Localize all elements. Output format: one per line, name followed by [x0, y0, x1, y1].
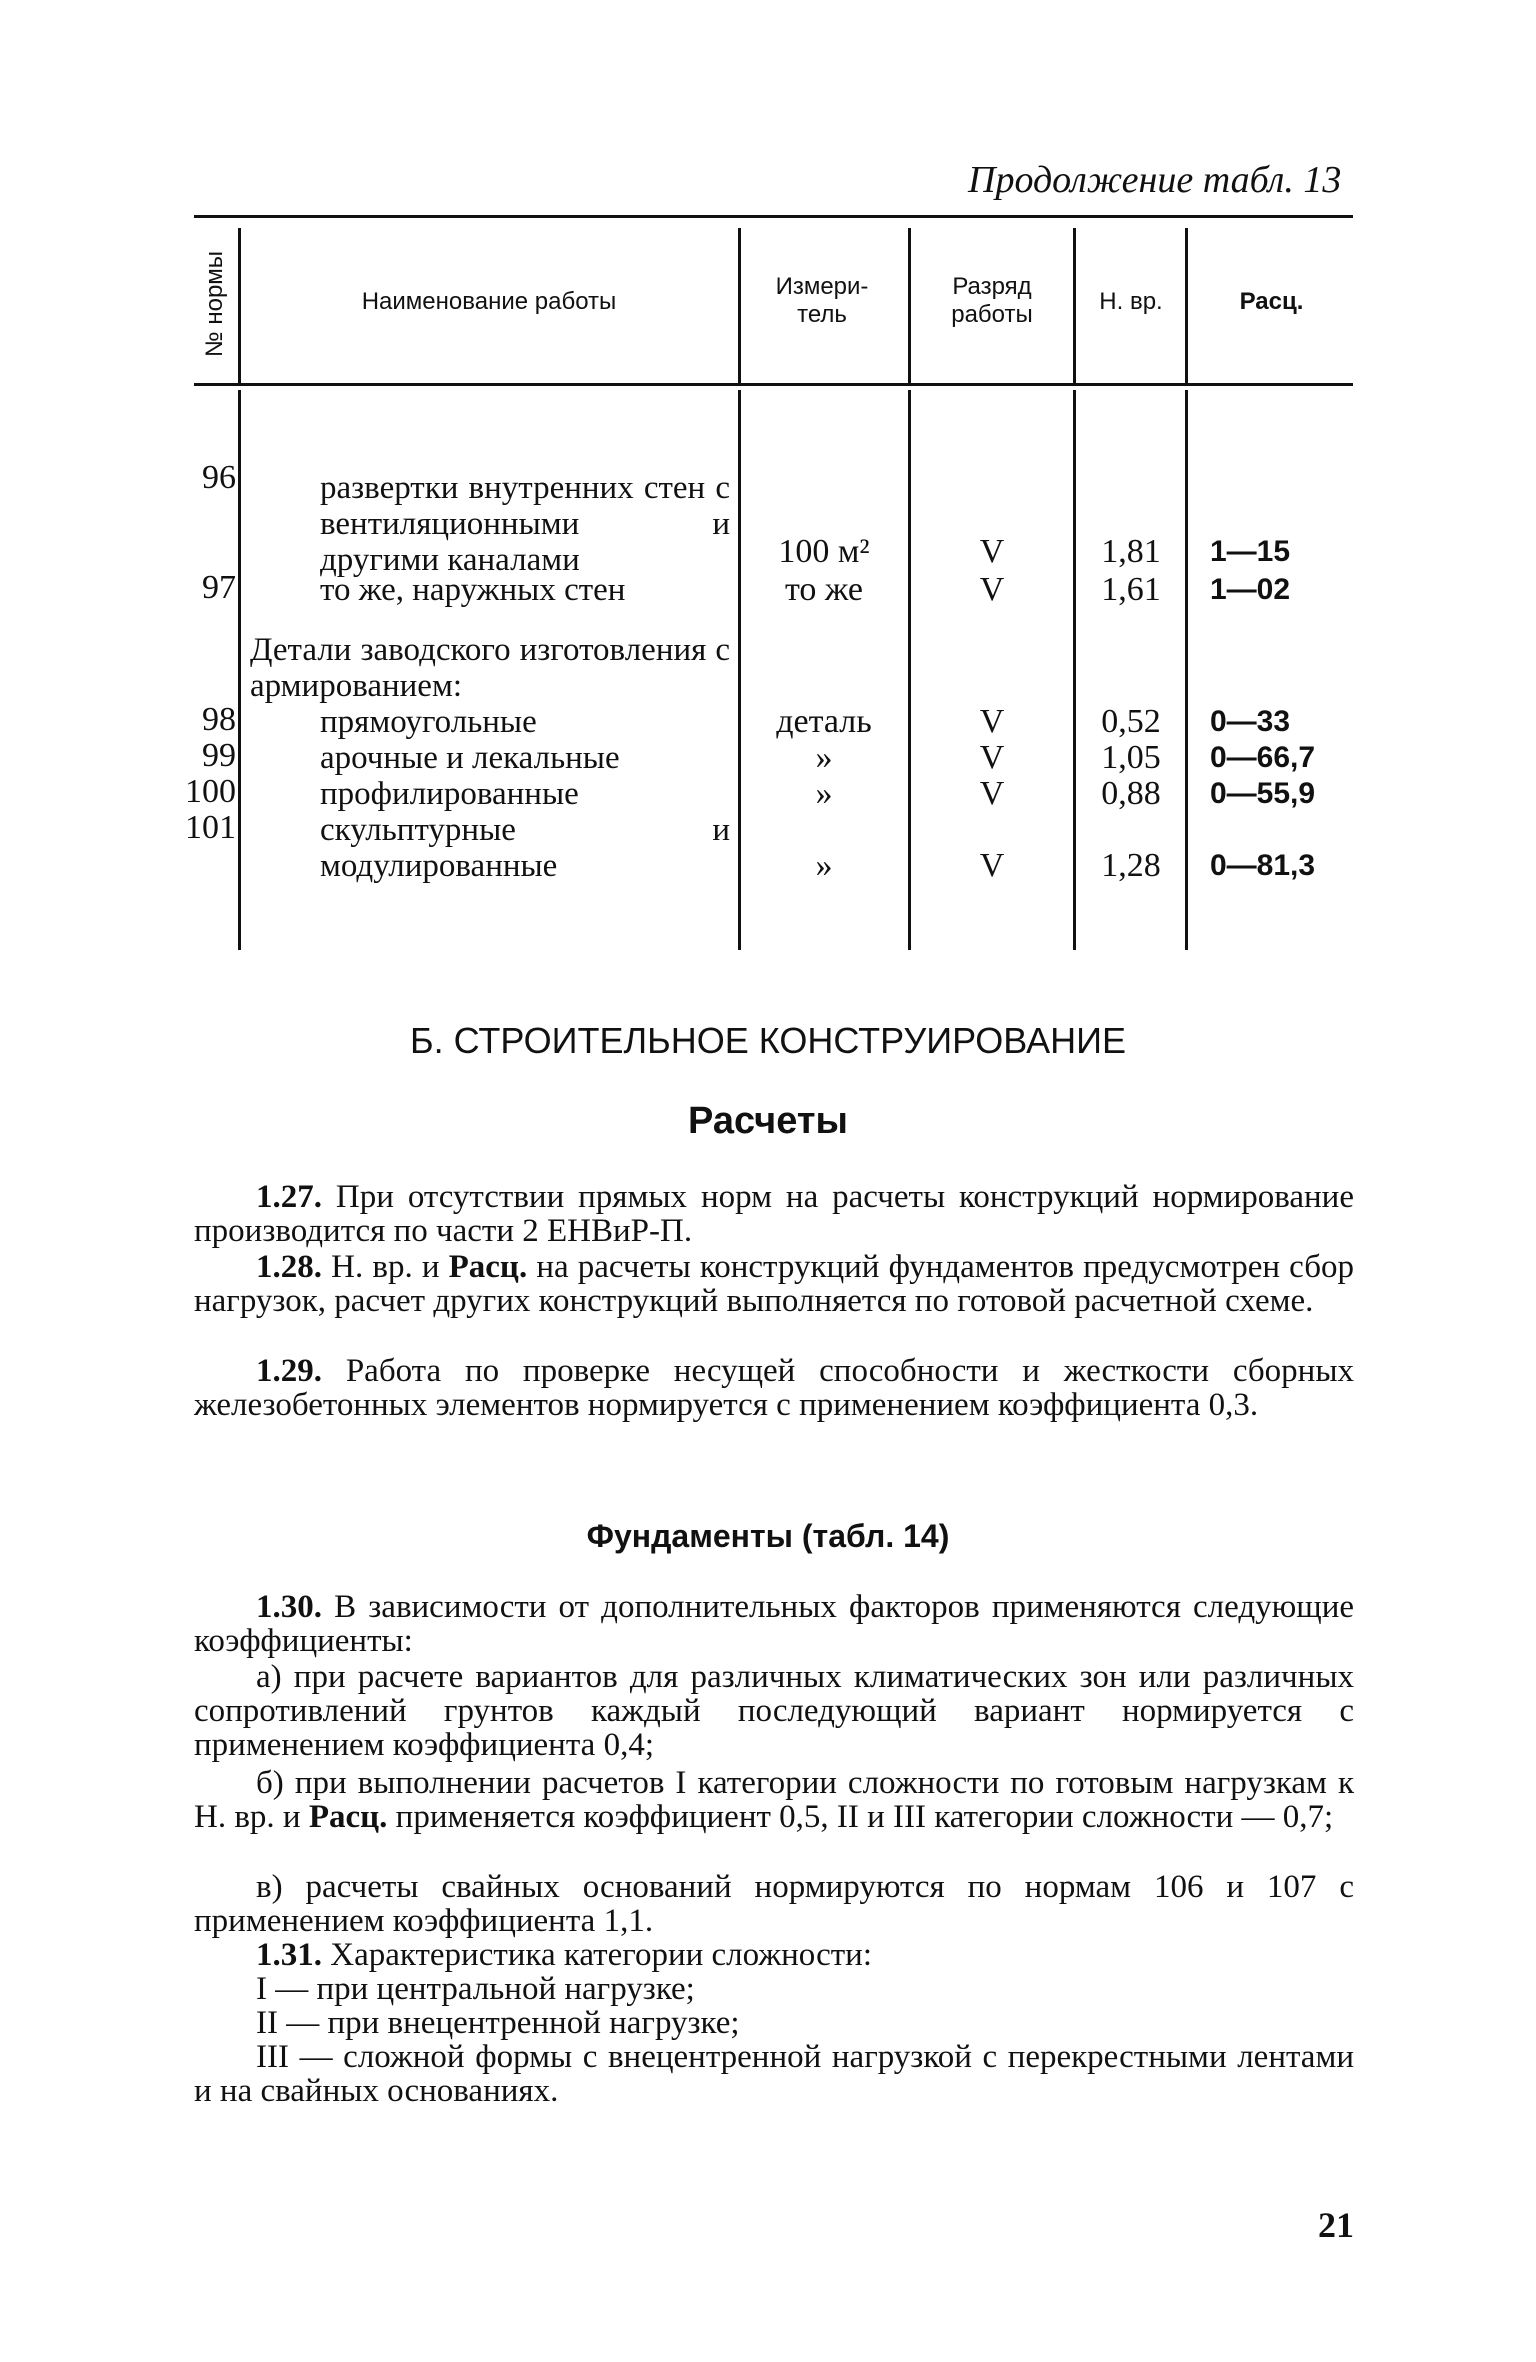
paragraph-1-27: [194, 1180, 1354, 1248]
paragraph-text: При отсутствии прямых норм на расчеты конструкций нормирование производится по части 2 ЕНВиР-П.: [194, 1179, 1354, 1249]
paragraph-text: б) при выполнении расчетов I категории сложности по готовым нагрузкам к Н. вр. и: [194, 1765, 1354, 1835]
table-top-rule: [194, 215, 1353, 218]
row-name: профилированные: [320, 776, 579, 812]
list-item-v: [194, 1870, 1354, 1938]
table-caption: Продолжение табл. 13: [968, 159, 1342, 201]
header-unit: Измери-тель: [775, 273, 869, 328]
category-1: [194, 1972, 1354, 2006]
row-unit: то же: [784, 571, 864, 608]
row-rate: 1—02: [1210, 573, 1291, 606]
paragraph-text: применяется коэффициент 0,5, II и III категории сложности — 0,7;: [395, 1799, 1334, 1835]
row-rate: 0—33: [1210, 705, 1291, 738]
row-time: 0,52: [1101, 703, 1161, 740]
subsection-title: Расчеты: [688, 1100, 848, 1142]
row-rate: 0—81,3: [1210, 849, 1316, 882]
row-name: скульптурные и модулированные: [320, 812, 730, 884]
category-3: [194, 2040, 1354, 2108]
list-item-b: [194, 1766, 1354, 1834]
row-grade: V: [979, 847, 1005, 884]
row-time: 1,61: [1101, 571, 1161, 608]
col-divider: [738, 390, 741, 950]
paragraph-text: I — при центральной нагрузке;: [256, 1971, 695, 2007]
subsection-title: Фундаменты (табл. 14): [586, 1518, 950, 1554]
header-norm-number: № нормы: [201, 250, 228, 358]
paragraph-1-31: [194, 1938, 1354, 1972]
row-unit: деталь: [776, 703, 872, 740]
category-2: [194, 2006, 1354, 2040]
row-grade: V: [979, 703, 1005, 740]
row-unit: »: [815, 775, 833, 812]
row-rate: 0—66,7: [1210, 741, 1316, 774]
row-rate: 0—55,9: [1210, 777, 1316, 810]
col-divider: [908, 390, 911, 950]
paragraph-number: 1.27.: [256, 1179, 322, 1215]
row-name: арочные и лекальные: [320, 740, 620, 776]
row-grade: V: [979, 533, 1005, 570]
paragraph-text-bold: Расц.: [448, 1249, 528, 1285]
paragraph-number: 1.29.: [256, 1353, 322, 1389]
col-divider: [908, 228, 911, 385]
col-divider: [1073, 390, 1076, 950]
row-grade: V: [979, 739, 1005, 776]
row-number: 101: [185, 809, 236, 846]
paragraph-text: на расчеты конструкций фундаментов предусмотрен сбор нагрузок, расчет других конструкций выполняется по готовой расчетной схеме.: [194, 1249, 1355, 1319]
col-divider: [738, 228, 741, 385]
row-name: то же, наружных стен: [320, 572, 626, 608]
row-number: 96: [202, 459, 236, 496]
paragraph-text: Работа по проверке несущей способности и жесткости сборных железобетонных элементов нормируется с применением коэффициента 0,3.: [194, 1353, 1354, 1423]
row-number: 99: [202, 737, 236, 774]
row-unit: »: [815, 739, 833, 776]
row-name: развертки внутренних стен с вентиляционными и другими каналами: [320, 470, 730, 578]
header-bottom-rule: [194, 383, 1353, 386]
paragraph-text: II — при внецентренной нагрузке;: [256, 2005, 740, 2041]
row-time: 1,28: [1101, 847, 1161, 884]
paragraph-text: В зависимости от дополнительных факторов применяются следующие коэффициенты:: [194, 1589, 1354, 1659]
row-grade: V: [979, 775, 1005, 812]
paragraph-1-29: [194, 1354, 1354, 1422]
group-row: Детали заводского изготовления с армированием:: [250, 632, 730, 704]
row-number: 98: [202, 701, 236, 738]
header-rate: Расц.: [1239, 288, 1304, 315]
row-name: прямоугольные: [320, 704, 537, 740]
paragraph-text: III — сложной формы с внецентренной нагрузкой с перекрестными лентами и на свайных основаниях.: [194, 2039, 1354, 2109]
paragraph-text: Н. вр. и: [331, 1249, 440, 1285]
row-grade: V: [979, 571, 1005, 608]
page-number: 21: [1318, 2205, 1354, 2245]
list-item-a: [194, 1660, 1354, 1762]
col-divider: [1185, 228, 1188, 385]
row-rate: 1—15: [1210, 535, 1291, 568]
paragraph-1-30: [194, 1590, 1354, 1658]
col-divider: [238, 390, 241, 950]
paragraph-text: а) при расчете вариантов для различных климатических зон или различных сопротивлений грунтов каждый последующий вариант нормируется с применением коэффициента 0,4;: [194, 1659, 1354, 1763]
paragraph-number: 1.28.: [256, 1249, 322, 1285]
section-title: Б. СТРОИТЕЛЬНОЕ КОНСТРУИРОВАНИЕ: [409, 1020, 1127, 1061]
paragraph-text: Характеристика категории сложности:: [330, 1937, 873, 1973]
row-unit: »: [815, 847, 833, 884]
row-time: 1,05: [1101, 739, 1161, 776]
header-work-name: Наименование работы: [361, 288, 617, 315]
row-number: 100: [185, 773, 236, 810]
header-time: Н. вр.: [1099, 288, 1163, 315]
row-time: 0,88: [1101, 775, 1161, 812]
paragraph-1-28: [194, 1250, 1354, 1318]
paragraph-number: 1.31.: [256, 1937, 322, 1973]
col-divider: [1073, 228, 1076, 385]
row-number: 97: [202, 569, 236, 606]
row-time: 1,81: [1101, 533, 1161, 570]
col-divider: [238, 228, 241, 385]
row-unit: 100 м²: [778, 533, 870, 570]
paragraph-number: 1.30.: [256, 1589, 322, 1625]
paragraph-text: в) расчеты свайных оснований нормируются по нормам 106 и 107 с применением коэффициента 1,1.: [194, 1869, 1354, 1939]
header-grade: Разряд работы: [951, 273, 1033, 328]
paragraph-text-bold: Расц.: [308, 1799, 388, 1835]
col-divider: [1185, 390, 1188, 950]
